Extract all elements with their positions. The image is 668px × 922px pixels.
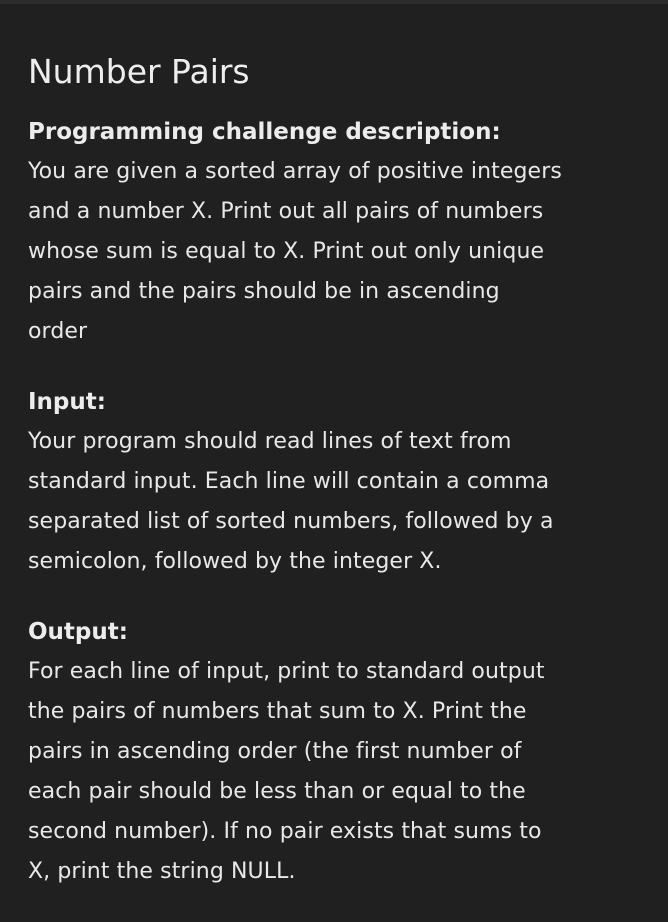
description-line: You are given a sorted array of positive integers [28, 159, 562, 184]
description-line: pairs and the pairs should be in ascending [28, 279, 500, 304]
output-line: second number). If no pair exists that sums to [28, 819, 542, 844]
description-heading: Programming challenge description: [28, 119, 501, 145]
description-section [28, 112, 648, 352]
description-line: order [28, 319, 88, 344]
input-line: Your program should read lines of text from [28, 429, 512, 454]
input-line: standard input. Each line will contain a comma [28, 469, 550, 494]
input-line: separated list of sorted numbers, followed by a [28, 509, 554, 534]
input-section [28, 382, 648, 582]
output-line: For each line of input, print to standard output [28, 659, 545, 684]
output-line: each pair should be less than or equal to the [28, 779, 526, 804]
description-line: and a number X. Print out all pairs of numbers [28, 199, 544, 224]
input-line: semicolon, followed by the integer X. [28, 549, 442, 574]
description-line: whose sum is equal to X. Print out only unique [28, 239, 545, 264]
challenge-description [28, 50, 648, 922]
page-title: Number Pairs [28, 52, 250, 91]
output-line: X, print the string NULL. [28, 859, 296, 884]
output-line: pairs in ascending order (the first number of [28, 739, 522, 764]
input-heading: Input: [28, 389, 106, 415]
top-divider [0, 0, 668, 4]
output-section [28, 612, 648, 892]
output-line: the pairs of numbers that sum to X. Print the [28, 699, 527, 724]
output-heading: Output: [28, 619, 128, 645]
